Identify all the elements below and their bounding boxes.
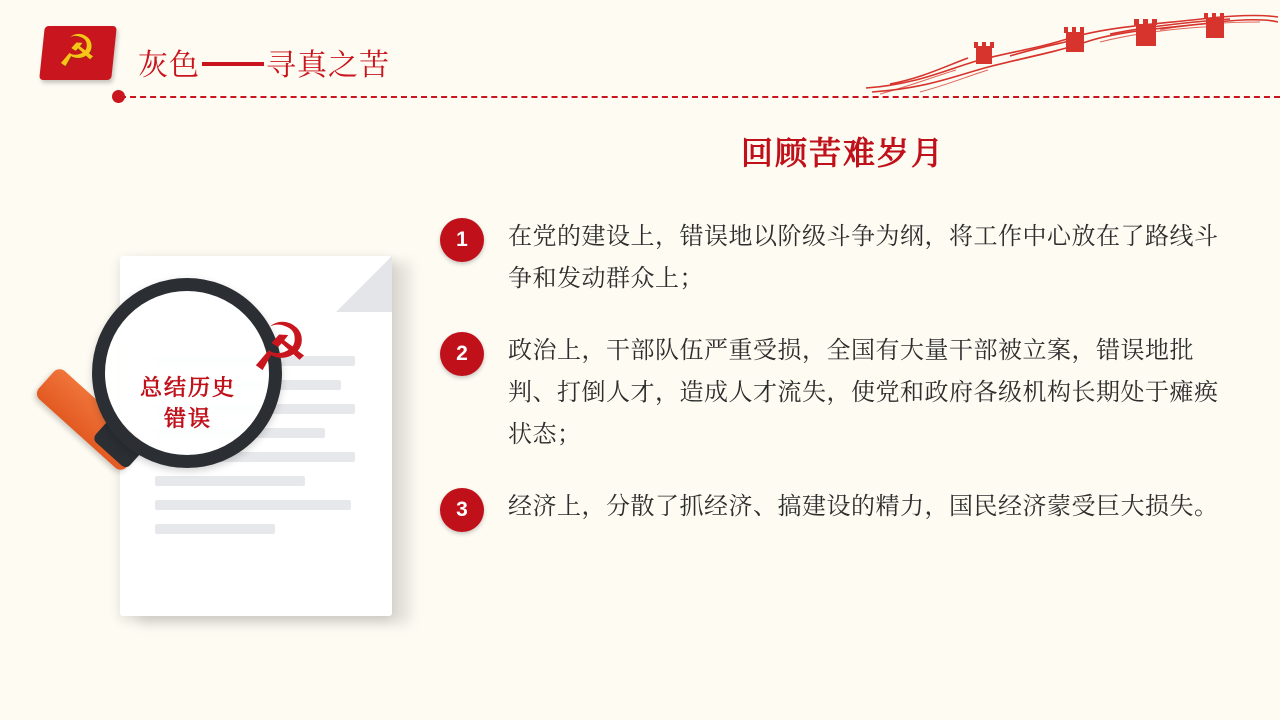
magnifier-caption: [110, 372, 266, 434]
slide-header: [0, 0, 1280, 105]
bullet-list: [440, 216, 1240, 576]
list-item-text: 在党的建设上，错误地以阶级斗争为纲，将工作中心放在了路线斗争和发动群众上；: [508, 223, 1219, 292]
status-badge: 3: [440, 488, 484, 532]
magnifier-icon: [14, 278, 310, 578]
header-divider: [120, 96, 1280, 98]
header-title-dash: [202, 62, 264, 66]
page-title: 回顾苦难岁月: [740, 135, 945, 171]
list-item: [440, 216, 1240, 300]
list-item: [440, 486, 1240, 546]
status-badge: 1: [440, 218, 484, 262]
list-item: [440, 330, 1240, 456]
illustration: [10, 248, 420, 628]
header-title-prefix: 灰色: [138, 49, 200, 82]
document-fold-corner: [336, 256, 392, 312]
header-title-suffix: 寻真之苦: [266, 49, 390, 82]
status-badge: 2: [440, 332, 484, 376]
emblem-hammer-sickle: ☭: [57, 27, 97, 76]
header-title: [138, 40, 390, 84]
great-wall-icon: [860, 8, 1280, 96]
list-item-text: 政治上，干部队伍严重受损，全国有大量干部被立案，错误地批判、打倒人才，造成人才流失，使党和政府各级机构长期处于瘫痪状态；: [508, 337, 1219, 448]
list-item-text: 经济上，分散了抓经济、搞建设的精力，国民经济蒙受巨大损失。: [508, 493, 1219, 520]
hammer-sickle-icon: ☭: [250, 310, 310, 384]
magnifier-caption-line-1: 总结历史: [139, 375, 236, 400]
party-emblem-icon: [38, 22, 118, 84]
magnifier-caption-line-2: 错误: [163, 406, 212, 431]
